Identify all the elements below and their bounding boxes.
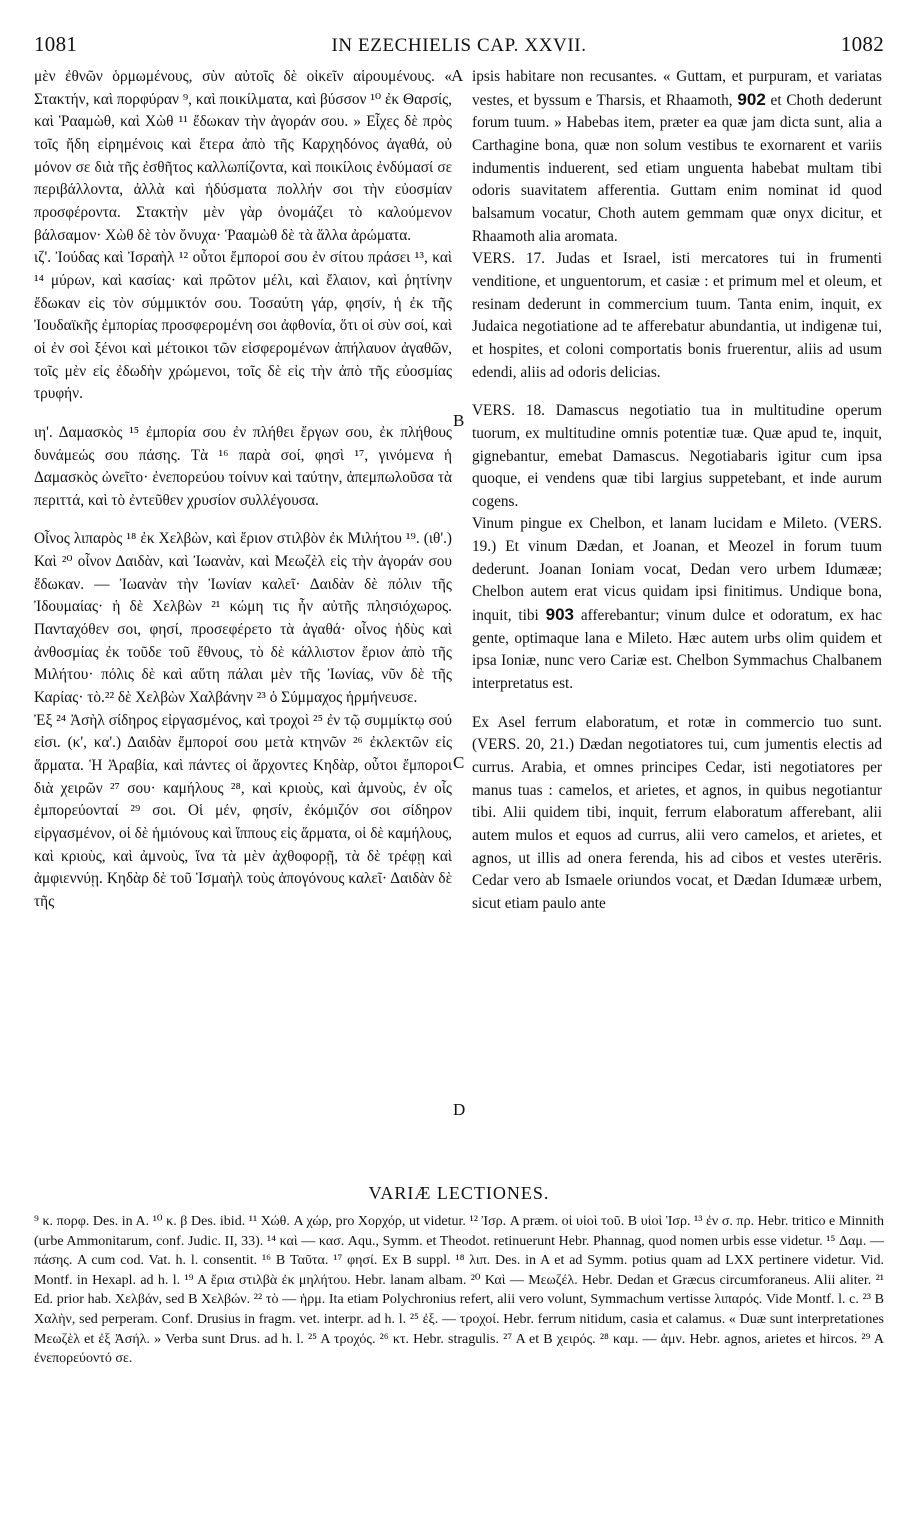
- running-title: IN EZECHIELIS CAP. XXVII.: [331, 35, 587, 56]
- margin-marker-d: D: [453, 1100, 466, 1119]
- margin-marker-b: B: [453, 411, 465, 430]
- latin-paragraph-5: Ex Asel ferrum elaboratum, et rotæ in commercio tuo sunt. (VERS. 20, 21.) Dædan negotiatores tui, cum jumentis electis ad currus. Arabia, et omnes principes Cedar, isti negotiatores per manus tuas : camelos, et arietes, et agnos, in quibus negotiantur tibi. Alii quidem tibi, inquit, ferrum elaboratum afferebant, alii autem mulos et equos ad currus, alii vero camelos, et arietes, et agnos, ut illis ad onera ferenda, his ad cibos et vestes uterēris. Cedar vero ab Ismaele oriundos vocat, et Dædan Idumææ urbem, sicut etiam paulo ante: [472, 713, 882, 912]
- latin-paragraph-2: VERS. 17. Judas et Israel, isti mercatores tui in frumenti venditione, et unguentorum, et casiæ : et primum mel et oleum, et resinam dederunt in commercium tuum. Tanta enim, inquit, ex Judaica negotiatione ad te afferebatur abundantia, ut indigenæ tui, et hospites, et coloni comportatis bonis fruerentur, aliis ad usum edendi, aliis ad odoris delicias.: [472, 250, 882, 381]
- page-header: [34, 32, 884, 62]
- greek-paragraph-3: ιη'. Δαμασκὸς ¹⁵ ἐμπορία σου ἐν πλήθει ἔργων σου, ἐκ πλήθους δυνάμεώς σου πάσης. Τὰ ¹⁶ παρὰ σοί, φησὶ ¹⁷, γινόμενα ἡ Δαμασκὸς ὠνεῖτο· ἐνεπορεύου τοίνυν καὶ ταύτην, ἀπεμπωλοῦσα τὰ περιττά, καὶ τὸ ἐντεῦθεν χρυσίον συλλέγουσα.: [34, 423, 452, 509]
- latin-paragraph-1a: ipsis habitare non recusantes. « Guttam, et purpuram, et variatas vestes, et byssum e Tharsis, et Rhaamoth,: [472, 68, 882, 109]
- margin-marker-c: C: [453, 753, 465, 772]
- latin-paragraph-4a: Vinum pingue ex Chelbon, et lanam lucidam e Mileto. (VERS. 19.) Et vinum Dædan, et Joanan, et Meozel in forum tuum dederunt. Joanan Ioniam vocat, Dedan vero urbem Idumææ; Chelbon autem erat vicus quidam ipsi finitimus. Undique bona, inquit, tibi: [472, 515, 882, 625]
- greek-paragraph-2: ιζ'. Ἰούδας καὶ Ἰσραὴλ ¹² οὗτοι ἔμποροί σου ἐν σίτου πράσει ¹³, καὶ ¹⁴ μύρων, καὶ κασίας· καὶ πρῶτον μέλι, καὶ ἔλαιον, καὶ ῥητίνην ἔδωκαν εἰς τὸν σύμμικτόν σου. Τοσαύτη γάρ, φησίν, ἡ ἐκ τῆς Ἰουδαϊκῆς ἐμπορίας προσφερομένη σοι ἀφθονία, ὅτι οἱ σὺν σοί, καὶ οἱ ἐν σοὶ ξένοι καὶ μέτοικοι τῶν εἰσφερομένων ἀπήλαυον ἀγαθῶν, τοῖς μὲν εἰς ἐδωδὴν χρώμενοι, τοῖς δὲ εἰς τὴν ἀπὸ τῆς εὐοσμίας τρυφήν.: [34, 249, 452, 403]
- page-number-right: 1082: [840, 32, 884, 56]
- greek-paragraph-4: Οἶνος λιπαρὸς ¹⁸ ἐκ Χελβὼν, καὶ ἔριον στιλβὸν ἐκ Μιλήτου ¹⁹. (ιθ'.) Καὶ ²⁰ οἶνον Δαιδὰν, καὶ Ἰωανὰν, καὶ Μεωζὲλ εἰς τὴν ἀγοράν σου ἔδωκαν. — Ἰωανὰν τὴν Ἰωνίαν καλεῖ· Δαιδὰν δὲ πόλιν τῆς Ἰδουμαίας· ἡ δὲ Χελβὼν ²¹ κώμη τις ἦν αὐτῆς πλησιόχωρος. Πανταχόθεν σοι, φησί, προσεφέρετο τὰ ἀγαθά· οἶνος ἡδὺς καὶ ἀνθοσμίας ἐκ τοῦδε τοῦ ἔθνους, τὸ δὲ κάλλιστον ἔριον ἀπὸ τῆς Μιλήτου· πόλις δὲ καὶ αὕτη πάλαι μὲν τῆς Ἰωνίας, νῦν δὲ τῆς Καρίας· τὸ.²² δὲ Χελβὼν Χαλβάνην ²³ ὁ Σύμμαχος ἡρμήνευσε.: [34, 530, 452, 707]
- latin-paragraph-4: [472, 513, 882, 695]
- page-number-left: 1081: [34, 32, 78, 56]
- latin-paragraph-3: VERS. 18. Damascus negotiatio tua in multitudine operum tuorum, ex multitudine omnis potentiæ tuæ. Quæ apud te, inquit, gignebantur, emebat Damascus. Negotiabaris igitur cum ipsa quoque, ei vendens quæ tibi largius suppetebant, et inde aurum cogens.: [472, 402, 882, 510]
- latin-column: [472, 66, 882, 916]
- variae-lectiones-notes: ⁹ κ. πορφ. Des. in A. ¹⁰ κ. β Des. ibid. ¹¹ Χώθ. A χώρ, pro Χορχόρ, ut videtur. ¹² Ἰσρ. A præm. οἱ υἱοὶ τοῦ. B υἱοὶ Ἰσρ. ¹³ ἐν σ. πρ. Hebr. tritico e Minnith (urbe Ammonitarum, conf. Judic. II, 33). ¹⁴ καὶ — κασ. Aqu., Symm. et Theodot. retinuerunt Hebr. Phannag, quod nomen urbis esse videtur. ¹⁵ Δαμ. — πάσης. A cum cod. Vat. h. l. consentit. ¹⁶ B Ταῦτα. ¹⁷ φησί. Ex B suppl. ¹⁸ λιπ. Des. in A et ad Symm. potius quam ad LXX pertinere videtur. Vid. Montf. in Hexapl. ad h. l. ¹⁹ A ἔρια στιλβὰ ἐκ μηλήτου. Hebr. lanam albam. ²⁰ Καὶ — Μεωζέλ. Hebr. Dedan et Græcus circumforaneus. Alii aliter. ²¹ Ed. prior hab. Χελβάν, sed B Χελβών. ²² τὸ — ἡρμ. Ita etiam Polychronius refert, alii vero volunt, Symmachum vertisse λιπαρός. Vide Montf. l. c. ²³ B Χαλὴν, sed perperam. Conf. Drusius in fragm. vet. interpr. ad h. l. ²⁵ ἐξ. — τροχοί. Hebr. ferrum nitidum, casia et calamus. « Duæ sunt interpretationes Μεωζὲλ et ἐξ Ἀσήλ. » Verba sunt Drus. ad h. l. ²⁵ A τροχός. ²⁶ κτ. Hebr. stragulis. ²⁷ A et B χειρός. ²⁸ καμ. — ἀμν. Hebr. agnos, arietes et hircos. ²⁹ A ἐνεπορεύοντό σε.: [34, 1214, 884, 1367]
- greek-paragraph-5: Ἐξ ²⁴ Ἀσὴλ σίδηρος εἰργασμένος, καὶ τροχοὶ ²⁵ ἐν τῷ συμμίκτῳ σού εἰσι. (κ', κα'.) Δαιδὰν ἔμποροί σου μετὰ κτηνῶν ²⁶ ἐκλεκτῶν εἰς ἅρματα. Ἡ Ἀραβία, καὶ πάντες οἱ ἄρχοντες Κηδὰρ, οὗτοι ἔμποροι διὰ χειρῶν ²⁷ σου· καμήλους ²⁸, καὶ κριοὺς, καὶ ἀμνοὺς, ἐν οἷς ἐμπορεύονταί ²⁹ σοι. Οἱ μέν, φησίν, ἐκόμιζόν σοι σίδηρον εἰργασμένον, οἱ δὲ ἡμιόνους καὶ ἵππους εἰς ἅρματα, οἱ δὲ καμήλους, καὶ κριοὺς, καὶ ἀμνοὺς, ἵνα τὰ μὲν ἀχθοφορῇ, τὰ δὲ τρέφῃ καὶ ἀμφιεννύῃ. Κηδὰρ δὲ τοῦ Ἰσμαὴλ τοὺς ἀπογόνους καλεῖ· Δαιδὰν δὲ τῆς: [34, 711, 452, 910]
- greek-paragraph-1: μὲν ἐθνῶν ὁρμωμένους, σὺν αὐτοῖς δὲ οἰκεῖν αἱρουμένους. « Στακτήν, καὶ πορφύραν ⁹, καὶ ποικίλματα, καὶ βύσσον ¹⁰ ἐκ Θαρσίς, καὶ Ῥααμὼθ, καὶ Χὼθ ¹¹ ἔδωκαν τὴν ἀγοράν σου. » Εἶχες δὲ πρὸς τοῖς ἤδη εἰρημένοις καὶ ἕτερα ἀπὸ τῆς Καρχηδόνος ἀγαθά, οὐ μόνον σε διὰ τῆς ἐσθῆτος καλλωπίζοντα, καὶ ποικίλοις ἐνδύμασί σε περιβάλλοντα, ἀλλὰ καὶ ἡδύσματα πολλήν σοι τὴν εὐοσμίαν προσφέροντα. Στακτὴν μὲν γὰρ ὀνομάζει τὸ καλούμενον βάλσαμον· Χὼθ δὲ τὸν ὄνυχα· Ῥααμὼθ δὲ τὰ ἄλλα ἀρώματα.: [34, 68, 452, 244]
- column-number-902: 902: [737, 89, 766, 109]
- greek-column: [34, 66, 452, 914]
- latin-paragraph-1b: et Choth dederunt forum tuum. » Habebas item, præter ea quæ jam dicta sunt, alia a Carthagine bona, quæ non solum vestibus te exornarent et variis indumentis induerent, sed etiam unguenta habebat multam tibi odoris suavitatem afferentia. Guttam enim nominat id quod balsamum vocatur, Choth autem gemmam quæ onyx dicitur, et Rhaamoth alia aromata.: [472, 91, 883, 245]
- latin-paragraph-4b: afferebantur; vinum dulce et odoratum, ex hac gente, optimaque lana e Mileto. Hæc autem urbs olim quidem et ipsa Ioniæ, nunc vero Cariæ est. Chelbon Symmachus Chalbanem interpretatus est.: [472, 607, 883, 693]
- margin-marker-a: A: [451, 66, 464, 85]
- column-number-903: 903: [545, 605, 574, 625]
- latin-paragraph-1: [472, 66, 882, 248]
- variae-lectiones-title: VARIÆ LECTIONES.: [368, 1183, 550, 1203]
